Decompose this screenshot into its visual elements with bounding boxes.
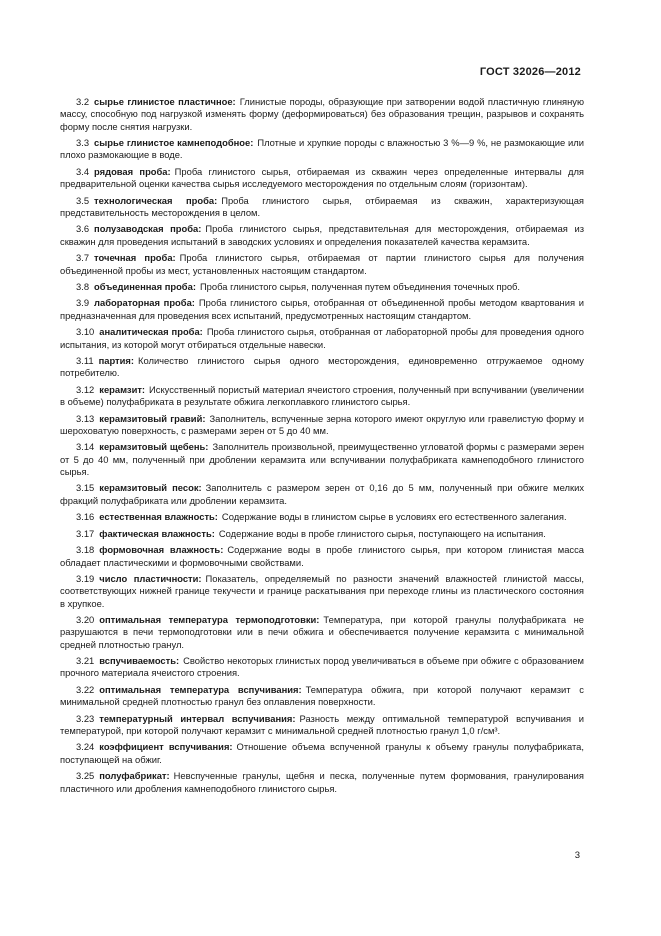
term-text: Проба глинистого сырья, отбираемая от партии глинистого сырья для получения объединенной пробы из мест, установленных настоящим стандартом. xyxy=(60,252,584,276)
term-name: сырье глинистое пластичное: xyxy=(94,96,236,107)
term-number: 3.24 xyxy=(76,741,95,753)
term-name: аналитическая проба: xyxy=(99,326,203,338)
term-name: температурный интервал вспучивания: xyxy=(99,712,296,724)
term-definition xyxy=(60,482,584,507)
terms-section xyxy=(60,96,584,799)
term-name: оптимальная температура вспучивания: xyxy=(99,683,302,695)
term-number: 3.9 xyxy=(76,297,90,309)
term-text: Проба глинистого сырья, отобранная от лабораторной пробы для проведения одного испытания, из которой могут отбираться отдельные навески. xyxy=(60,326,584,350)
term-name: керамзит: xyxy=(99,383,146,395)
term-definition xyxy=(60,441,584,478)
term-text: Проба глинистого сырья, отобранная от объединенной пробы методом квартования и предназначенная для проведения всех испытаний, предусмотренных настоящим стандартом. xyxy=(60,297,584,321)
term-text: Проба глинистого сырья, отбираемая из скважин, характеризующая представительность месторождения в целом. xyxy=(60,194,584,218)
term-text: Температура обжига, при которой получают керамзит с минимальной средней плотностью гранул без оплавления поверхности. xyxy=(60,683,584,708)
term-number: 3.10 xyxy=(76,326,95,338)
term-number: 3.20 xyxy=(76,614,95,626)
term-number: 3.3 xyxy=(76,137,90,149)
term-number: 3.4 xyxy=(76,165,90,177)
term-text: Содержание воды в глинистом сырье в условиях его естественного залегания. xyxy=(221,511,567,523)
term-definition xyxy=(60,544,584,569)
term-definition xyxy=(60,166,584,191)
term-definition xyxy=(60,281,584,293)
term-number: 3.22 xyxy=(76,683,95,695)
term-name: керамзитовый песок: xyxy=(99,482,202,494)
term-text: Невспученные гранулы, щебня и песка, полученные путем формования, гранулирования пластичного или дробления камнеподобного глинистого сырья. xyxy=(60,770,584,794)
term-definition xyxy=(60,684,584,709)
term-definition xyxy=(60,223,584,248)
term-name: рядовая проба: xyxy=(94,165,171,177)
term-definition xyxy=(60,528,584,540)
term-definition xyxy=(60,195,584,220)
term-name: точечная проба: xyxy=(94,252,176,264)
term-definition xyxy=(60,573,584,610)
term-name: оптимальная температура термоподготовки: xyxy=(99,614,320,626)
term-text: Глинистые породы, образующие при затворении водой пластичную глиняную массу, способную под нагрузкой изменять форму (деформироваться) без образования трещин, разрывов и сохранять форму после снятия нагрузки. xyxy=(60,96,584,132)
term-text: Заполнитель с размером зерен от 0,16 до 5 мм, полученный при обжиге мелких фракций полуфабриката или дроблении керамзита. xyxy=(60,482,585,506)
term-text: Проба глинистого сырья, отбираемая из скважин через определенные интервалы для предварительной оценки качества сырья исследуемого месторождения по отдельным слоям (горизонтам). xyxy=(60,165,585,190)
page-number: 3 xyxy=(574,850,580,861)
term-number: 3.18 xyxy=(76,544,95,556)
term-name: керамзитовый щебень: xyxy=(99,441,209,453)
term-text: Показатель, определяемый по разности значений влажностей глинистой массы, соответствующих нижней границе текучести и границе раскатывания при переходе глины из пластического состояния в хрупкое. xyxy=(60,572,584,609)
term-number: 3.12 xyxy=(76,383,95,395)
term-name: сырье глинистое камнеподобное: xyxy=(94,137,254,149)
term-name: полуфабрикат: xyxy=(99,770,170,782)
term-definition xyxy=(60,96,584,133)
term-name: формовочная влажность: xyxy=(99,544,224,556)
term-number: 3.17 xyxy=(76,527,95,539)
term-text: Количество глинистого сырья одного месторождения, единовременно отгружаемое одному потребителю. xyxy=(60,355,584,379)
term-definition xyxy=(60,741,584,766)
term-number: 3.5 xyxy=(76,194,90,206)
term-text: Содержание воды в пробе глинистого сырья, поступающего на испытания. xyxy=(218,527,546,539)
term-definition xyxy=(60,713,584,738)
term-name: объединенная проба: xyxy=(94,280,196,292)
term-number: 3.11 xyxy=(76,355,94,367)
term-name: технологическая проба: xyxy=(94,194,218,206)
term-text: Отношение объема вспученной гранулы к объему гранулы полуфабриката, поступающей на обжиг. xyxy=(60,741,584,765)
term-definition xyxy=(60,355,584,380)
term-definition xyxy=(60,326,584,351)
term-number: 3.21 xyxy=(76,655,95,667)
term-text: Плотные и хрупкие породы с влажностью 3 %—9 %, не размокающие или плохо размокающие в воде. xyxy=(60,137,585,161)
term-number: 3.13 xyxy=(76,412,95,424)
term-number: 3.7 xyxy=(76,252,90,264)
term-text: Разность между оптимальной температурой вспучивания и температурой, при которой получают керамзит с минимальной средней плотностью гранул 1,0 г/см³. xyxy=(60,712,584,736)
term-text: Заполнитель, вспученные зерна которого имеют округлую или гравелистую форму и шероховатую поверхность, с размерами зерен от 5 до 40 мм. xyxy=(60,412,584,436)
term-name: лабораторная проба: xyxy=(94,297,195,309)
term-number: 3.2 xyxy=(76,96,90,107)
term-definition xyxy=(60,614,584,651)
term-number: 3.25 xyxy=(76,770,95,782)
term-text: Температура, при которой гранулы полуфабриката не разрушаются в печи термоподготовки или в печи обжига и обеспечивается получение керамзита с минимальной средней плотностью гранул. xyxy=(60,614,584,650)
term-definition xyxy=(60,297,584,322)
term-definition xyxy=(60,655,584,680)
term-name: полузаводская проба: xyxy=(94,223,202,235)
term-name: фактическая влажность: xyxy=(99,527,215,539)
term-name: вспучиваемость: xyxy=(99,655,180,667)
term-definition xyxy=(60,384,584,409)
term-text: Проба глинистого сырья, полученная путем объединения точечных проб. xyxy=(199,280,521,292)
term-definition xyxy=(60,511,584,523)
term-number: 3.16 xyxy=(76,511,95,523)
term-name: коэффициент вспучивания: xyxy=(99,741,233,753)
term-text: Заполнитель произвольной, преимущественно угловатой формы с размерами зерен от 5 до 40 мм, полученный при дроблении керамзита или вспучивании полуфабриката камнеподобного глинистого сырья. xyxy=(60,441,584,477)
term-number: 3.8 xyxy=(76,280,90,292)
term-number: 3.14 xyxy=(76,441,95,453)
term-text: Искусственный пористый материал ячеистого строения, полученный при вспучивании (увеличении в объеме) полуфабриката в результате обжига легкоплавкого глинистого сырья. xyxy=(60,383,584,408)
term-number: 3.6 xyxy=(76,223,90,235)
term-text: Содержание воды в пробе глинистого сырья, при котором глинистая масса обладает пластическими и формовочными свойствами. xyxy=(60,544,584,568)
term-name: керамзитовый гравий: xyxy=(99,412,206,424)
term-definition xyxy=(60,137,584,162)
term-name: партия: xyxy=(98,355,134,367)
term-name: естественная влажность: xyxy=(99,511,218,523)
term-definition xyxy=(60,770,584,795)
term-number: 3.19 xyxy=(76,572,95,584)
term-name: число пластичности: xyxy=(99,572,202,584)
term-definition xyxy=(60,252,584,277)
term-number: 3.23 xyxy=(76,712,95,724)
document-standard-code: ГОСТ 32026—2012 xyxy=(479,66,581,78)
term-text: Проба глинистого сырья, представительная для месторождения, отбираемая из скважин для проведения испытаний в заводских условиях и определения показателей качества керамзита. xyxy=(60,223,584,247)
term-definition xyxy=(60,413,584,438)
term-text: Свойство некоторых глинистых пород увеличиваться в объеме при обжиге с образованием прочного материала ячеистого строения. xyxy=(60,655,584,679)
term-number: 3.15 xyxy=(76,482,95,494)
